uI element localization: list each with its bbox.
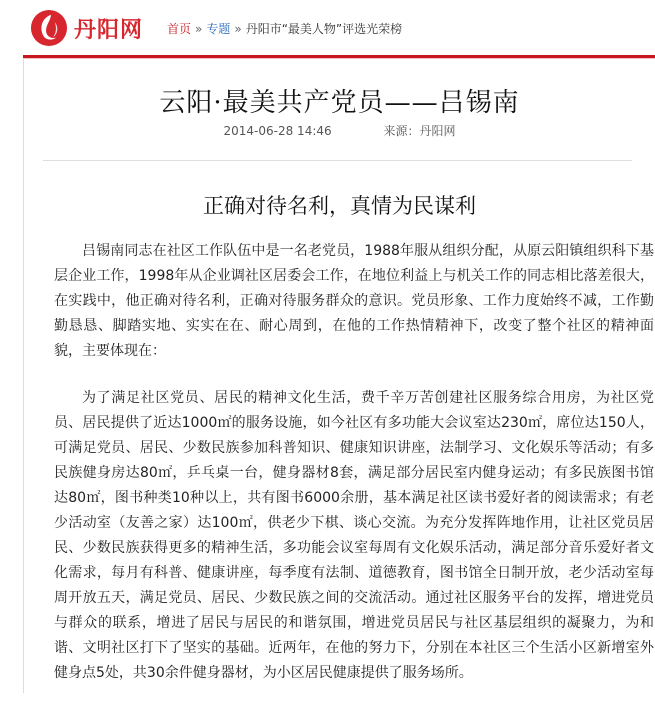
content-left-border: [23, 58, 24, 693]
site-logo[interactable]: [30, 8, 143, 48]
breadcrumb-home-link[interactable]: 首页: [167, 22, 192, 36]
article-body: [54, 239, 654, 708]
article-meta: [24, 122, 655, 139]
logo-text: 丹阳网: [74, 17, 144, 43]
header-divider-shadow: [23, 58, 655, 59]
title-divider: [43, 160, 632, 161]
danyang-logo-icon: [30, 9, 68, 47]
article-paragraph: 为了满足社区党员、居民的精神文化生活，费千辛万苦创建社区服务综合用房，为社区党员、居民提供了近达1000㎡的服务设施，如今社区有多功能大会议室达230㎡，席位达150人，可满足党员、居民、少数民族参加科普知识、健康知识讲座，法制学习、文化娱乐等活动；有多民族健身房达80㎡，乒乓桌一台，健身器材8套，满足部分居民室内健身运动；有多民族图书馆达80㎡，图书种类10种以上，共有图书6000余册，基本满足社区读书爱好者的阅读需求；有老少活动室（友善之家）达100㎡，供老少下棋、谈心交流。为充分发挥阵地作用，让社区党员居民、少数民族获得更多的精神生活，多功能会议室每周有文化娱乐活动，满足部分音乐爱好者文化需求，每月有科普、健康讲座，每季度有法制、道德教育，图书馆全日制开放，老少活动室每周开放五天，满足党员、居民、少数民族之间的交流活动。通过社区服务平台的发挥，增进党员与群众的联系，增进了居民与居民的和谐氛围，增进党员居民与社区基层组织的凝聚力，为和谐、文明社区打下了坚实的基础。近两年，在他的努力下，分别在本社区三个生活小区新增室外健身点5处，共30余件健身器材，为小区居民健康提供了服务场所。: [54, 390, 654, 681]
article-date: 2014-06-28 14:46: [223, 124, 332, 138]
breadcrumb-separator: »: [195, 22, 203, 36]
breadcrumb: [167, 20, 402, 37]
article-title: 云阳·最美共产党员——吕锡南: [159, 88, 520, 118]
breadcrumb-separator: »: [234, 22, 242, 36]
article-source: 来源：丹阳网: [383, 124, 456, 138]
article-subtitle: 正确对待名利，真情为民谋利: [203, 194, 476, 218]
breadcrumb-current: 丹阳市“最美人物”评选光荣榜: [245, 22, 403, 36]
article-paragraph: 吕锡南同志在社区工作队伍中是一名老党员，1988年服从组织分配，从原云阳镇组织科下基层企业工作，1998年从企业调社区居委会工作，在地位利益上与机关工作的同志相比落差很大，在实践中，他正确对待名利，正确对待服务群众的意识。党员形象、工作力度始终不减，工作勤勤恳恳、脚踏实地、实实在在、耐心周到，在他的工作热情精神下，改变了整个社区的精神面貌，主要体现在：: [54, 243, 654, 359]
site-header: [0, 0, 655, 58]
breadcrumb-topic-link[interactable]: 专题: [206, 22, 231, 36]
